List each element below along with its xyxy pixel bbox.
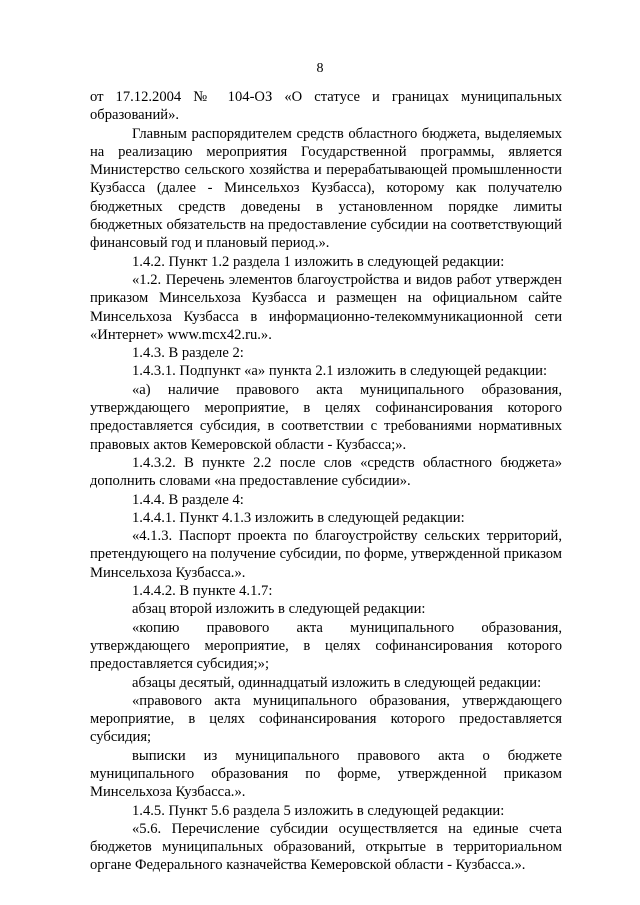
paragraph-item-4-1-3-text: «4.1.3. Паспорт проекта по благоустройству сельских территорий, претендующего на получение субсидии, по форме, утвержденной приказом Минсельхоза Кузбасса.». xyxy=(90,528,562,581)
page-number: 8 xyxy=(316,61,324,76)
paragraph-item-1-4-4: 1.4.4. В разделе 4: xyxy=(132,491,244,508)
paragraph-item-1-4-4-1: 1.4.4.1. Пункт 4.1.3 изложить в следующей редакции: xyxy=(132,509,465,526)
document-body xyxy=(90,88,562,875)
paragraph-copy-legal-act: «копию правового акта муниципального образования, утверждающего мероприятие, в целях софинансирования которого предоставляется субсидия;»; xyxy=(90,619,562,673)
paragraph-item-1-4-3-1: 1.4.3.1. Подпункт «а» пункта 2.1 изложить в следующей редакции: xyxy=(132,363,548,380)
paragraph-item-1-2-text: «1.2. Перечень элементов благоустройства и видов работ утвержден приказом Минсельхоза Кузбасса и размещен на официальном сайте Минсельхоза Кузбасса в информационно-телекоммуникационной сети «Интернет» www.mcx42.ru.». xyxy=(90,271,562,343)
paragraph-legal-act: «правового акта муниципального образования, утверждающего мероприятие, в целях софинансирования которого предоставляется субсидия; xyxy=(90,692,562,746)
paragraph-item-1-4-5: 1.4.5. Пункт 5.6 раздела 5 изложить в следующей редакции: xyxy=(132,802,505,819)
paragraph-item-5-6-text: «5.6. Перечисление субсидии осуществляется на единые счета бюджетов муниципальных образований, открытые в территориальном органе Федерального казначейства Кемеровской области - Кузбасса.». xyxy=(90,820,562,874)
paragraph-tenth-eleventh-abzac: абзацы десятый, одиннадцатый изложить в следующей редакции: xyxy=(132,674,542,691)
paragraph-second-abzac: абзац второй изложить в следующей редакции: xyxy=(132,601,426,618)
paragraph-item-1-4-2: 1.4.2. Пункт 1.2 раздела 1 изложить в следующей редакции: xyxy=(132,253,505,270)
paragraph-law-reference: от 17.12.2004 № 104-ОЗ «О статусе и границах муниципальных образований». xyxy=(90,89,562,124)
paragraph-item-1-4-3-2: 1.4.3.2. В пункте 2.2 после слов «средств областного бюджета» дополнить словами «на предоставление субсидии». xyxy=(90,454,562,490)
paragraph-budget-extract: выписки из муниципального правового акта о бюджете муниципального образования по форме, утвержденной приказом Минсельхоза Кузбасса.». xyxy=(90,747,562,801)
paragraph-item-1-4-3: 1.4.3. В разделе 2: xyxy=(132,345,244,362)
paragraph-item-1-4-4-2: 1.4.4.2. В пункте 4.1.7: xyxy=(132,583,273,600)
paragraph-budget-manager: Главным распорядителем средств областного бюджета, выделяемых на реализацию мероприятия Государственной программы, является Министерство сельского хозяйства и перерабатывающей промышленности Кузбасса (далее - Минсельхоз Кузбасса), которому как получателю бюджетных средств доведены в установленном порядке лимиты бюджетных обязательств на предоставление субсидии на соответствующий финансовый год и плановый период.». xyxy=(90,125,562,252)
paragraph-subitem-a-text: «а) наличие правового акта муниципального образования, утверждающего мероприятие, в целях софинансирования которого предоставляется субсидия, в соответствии с требованиями нормативных правовых актов Кемеровской области - Кузбасса;». xyxy=(90,381,562,453)
